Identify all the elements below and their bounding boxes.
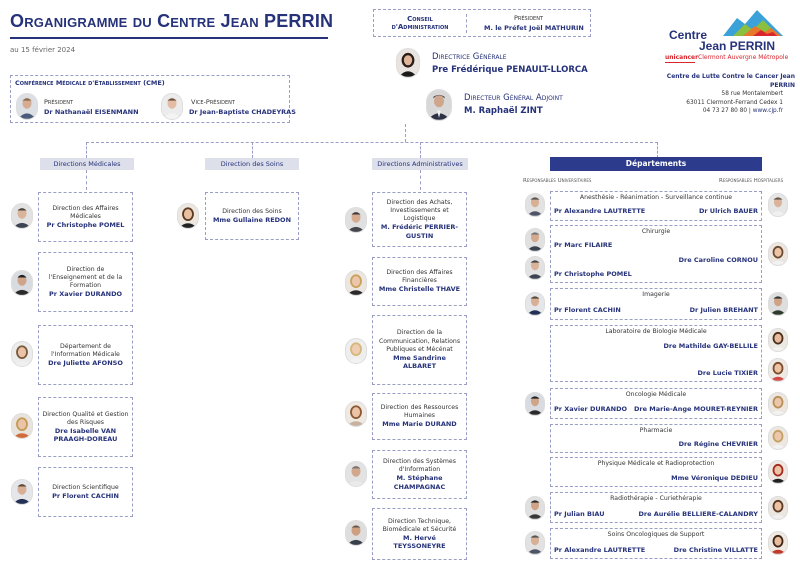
- card-medicale-5-label: Direction Scientifique: [52, 483, 119, 491]
- photo-dept-3-right: [768, 292, 788, 316]
- cme-vice-name: Dr Jean-Baptiste CHADEYRAS: [189, 108, 296, 116]
- dept-pharmacie-title: Pharmacie: [639, 427, 673, 434]
- card-medicale-4: [38, 397, 133, 457]
- dept-soins-support: [550, 528, 762, 559]
- conseil-box: [373, 9, 591, 37]
- address-street: 58 rue Montalembert: [721, 91, 783, 98]
- dept-laboratoire-right-2: Dre Lucie TIXIER: [697, 369, 758, 377]
- card-medicale-1-label: Direction des Affaires Médicales: [52, 204, 119, 220]
- cme-president-role: Président: [44, 98, 74, 106]
- dept-chirurgie-right-1: Dre Caroline CORNOU: [678, 256, 758, 264]
- card-admin-5-person: M. Stéphane CHAMPAGNAC: [393, 474, 446, 491]
- card-admin-5-label: Direction des Systèmes d'Information: [383, 458, 456, 474]
- dept-imagerie-title: Imagerie: [642, 291, 670, 298]
- col-head-departements: Départements: [550, 157, 762, 171]
- photo-directrice-generale: [396, 48, 420, 78]
- photo-dept-6-right: [768, 426, 788, 450]
- conseil-role: Président: [514, 14, 544, 22]
- dept-oncologie: [550, 388, 762, 419]
- address-block: Centre de Lutte Contre le Cancer Jean PERRIN 58 rue Montalembert 63011 Clermont-Ferrand Cedex 1 04 73 27 80 80 | www.cjp.fr: [640, 73, 795, 116]
- card-admin-3: [372, 315, 467, 385]
- card-admin-2: [372, 257, 467, 306]
- photo-admin-4: [345, 401, 367, 427]
- cme-title: Conférence Médicale d'Etablissement (CME): [15, 79, 165, 87]
- photo-dept-5-right: [768, 392, 788, 416]
- card-soins: [205, 192, 299, 240]
- dept-imagerie: [550, 288, 762, 320]
- dept-physique-title: Physique Médicale et Radioprotection: [597, 460, 715, 467]
- card-medicale-2-person: Pr Xavier DURANDO: [48, 289, 123, 298]
- card-medicale-3-label: Département de l'Information Médicale: [51, 342, 120, 358]
- dept-anesthesie-title: Anesthésie - Réanimation - Surveillance continue: [579, 194, 733, 201]
- connector-main-horizontal: [86, 142, 658, 143]
- cme-president-name: Dr Nathanaël EISENMANN: [44, 108, 139, 116]
- photo-medicale-3: [11, 341, 33, 367]
- photo-dept-1-right: [768, 193, 788, 217]
- card-admin-4-label: Direction des Ressources Humaines: [380, 404, 459, 420]
- connector-admin-spine: [420, 170, 421, 190]
- dept-oncologie-left-1: Pr Xavier DURANDO: [554, 405, 628, 413]
- dept-chirurgie: [550, 225, 762, 283]
- card-medicale-5: [38, 467, 133, 517]
- dept-pharmacie: [550, 424, 762, 453]
- directeur-adjoint-name: M. Raphaël ZINT: [464, 106, 543, 116]
- card-medicale-1: [38, 192, 133, 242]
- dept-oncologie-right-1: Dre Marie-Ange MOURET-REYNIER: [634, 405, 758, 413]
- dept-chirurgie-title: Chirurgie: [641, 228, 671, 235]
- card-soins-person: Mme Gullaine REDON: [212, 215, 292, 224]
- dept-anesthesie-left-1: Pr Alexandre LAUTRETTE: [554, 207, 646, 215]
- connector-main-vertical: [405, 124, 406, 142]
- dept-anesthesie-right-1: Dr Ulrich BAUER: [698, 207, 758, 215]
- card-admin-1-person: M. Frédéric PERRIER-GUSTIN: [380, 223, 459, 240]
- photo-dept-9-right: [768, 531, 788, 555]
- photo-admin-1: [345, 207, 367, 233]
- card-admin-4: [372, 393, 467, 440]
- photo-dept-4-right-2: [768, 358, 788, 382]
- dept-imagerie-left-1: Pr Florent CACHIN: [554, 306, 621, 314]
- card-medicale-3: [38, 325, 133, 385]
- page-date: au 15 février 2024: [10, 46, 76, 54]
- card-admin-6-person: M. Hervé TEYSSONEYRE: [393, 533, 446, 551]
- photo-admin-5: [345, 461, 367, 487]
- logo-tagline: Clermont Auvergne Métropole: [698, 54, 789, 61]
- dept-chirurgie-left-1: Pr Marc FILAIRE: [554, 241, 613, 249]
- photo-dept-5-left: [525, 392, 545, 416]
- dept-soins-support-title: Soins Oncologiques de Support: [607, 531, 705, 538]
- photo-dept-7-right: [768, 460, 788, 484]
- dept-pharmacie-right-1: Dre Régine CHEVRIER: [678, 440, 758, 448]
- address-web-link[interactable]: www.cjp.fr: [752, 108, 783, 115]
- connector-col3: [420, 142, 421, 158]
- card-medicale-2-label: Direction de l'Enseignement et de la Formation: [48, 265, 123, 289]
- logo-mountains-icon: [723, 10, 783, 36]
- connector-medicales-spine: [86, 170, 87, 190]
- directeur-adjoint-role: Directeur Général Adjoint: [464, 93, 563, 103]
- directrice-generale-role: Directrice Générale: [432, 52, 507, 62]
- photo-dept-1-left: [525, 193, 545, 217]
- card-medicale-1-person: Pr Christophe POMEL: [46, 220, 125, 229]
- dept-chirurgie-left-2: Pr Christophe POMEL: [554, 270, 632, 278]
- address-phone: 04 73 27 80 80: [702, 108, 748, 115]
- photo-cme-president: [16, 93, 38, 120]
- card-admin-2-person: Mme Christelle THAVE: [378, 285, 461, 294]
- dept-radiotherapie-right-1: Dre Aurélie BELLIERE-CALANDRY: [638, 510, 758, 518]
- photo-admin-2: [345, 270, 367, 296]
- page-title: Organigramme du Centre Jean PERRIN: [10, 11, 334, 31]
- title-rule: [10, 37, 328, 39]
- dept-oncologie-title: Oncologie Médicale: [625, 391, 687, 398]
- col-head-medicales: Directions Médicales: [40, 158, 134, 170]
- card-medicale-2: [38, 252, 133, 312]
- dept-imagerie-right-1: Dr Julien BREHANT: [689, 306, 758, 314]
- conseil-president-name: M. le Préfet Joël MATHURIN: [484, 24, 584, 32]
- dept-laboratoire-title: Laboratoire de Biologie Médicale: [605, 328, 707, 335]
- card-medicale-4-person: Dre Isabelle VAN PRAAGH-DOREAU: [53, 426, 118, 444]
- card-admin-6-label: Direction Technique, Biomédicale et Sécurité: [382, 517, 457, 533]
- photo-medicale-2: [11, 270, 33, 296]
- conseil-divider: [466, 14, 467, 33]
- logo-unicancer: unicancer: [665, 54, 699, 61]
- card-admin-6: [372, 508, 467, 560]
- logo-line2: Jean PERRIN: [699, 39, 776, 53]
- card-admin-3-person: Mme Sandrine ALBARET: [393, 353, 446, 371]
- dept-radiotherapie-left-1: Pr Julian BIAU: [554, 510, 605, 518]
- card-admin-4-person: Mme Marie DURAND: [382, 420, 457, 429]
- card-admin-1: [372, 192, 467, 247]
- card-admin-3-label: Direction de la Communication, Relations Publiques et Mécénat: [378, 329, 461, 353]
- address-name: Centre de Lutte Contre le Cancer Jean PERRIN: [666, 73, 795, 89]
- resp-hosp-label: Responsables Hospitaliers: [719, 178, 784, 184]
- cme-vice-role: Vice-Président: [191, 98, 235, 106]
- card-admin-1-label: Direction des Achats, Investissements et Logistique: [386, 198, 453, 223]
- photo-dept-3-left: [525, 292, 545, 316]
- card-admin-5: [372, 450, 467, 499]
- card-soins-label: Direction des Soins: [222, 207, 282, 215]
- connector-col2: [252, 142, 253, 158]
- dept-laboratoire-right-1: Dre Mathilde GAY-BELLILE: [663, 342, 758, 350]
- dept-physique-right-1: Mme Véronique DEDIEU: [671, 474, 758, 482]
- photo-dept-8-right: [768, 496, 788, 520]
- dept-physique: [550, 457, 762, 487]
- cme-box: [10, 75, 296, 123]
- logo-underline: [665, 62, 695, 63]
- photo-dept-2-left-2: [525, 256, 545, 280]
- photo-dept-9-left: [525, 531, 545, 555]
- photo-dept-2-left-1: [525, 228, 545, 252]
- photo-dept-2-right: [768, 242, 788, 266]
- card-medicale-3-person: Dre Juliette AFONSO: [48, 358, 123, 367]
- dept-soins-support-right-1: Dre Christine VILLATTE: [673, 546, 758, 554]
- card-medicale-4-label: Direction Qualité et Gestion des Risques: [42, 410, 129, 426]
- dept-laboratoire: [550, 325, 762, 382]
- photo-medicale-5: [11, 479, 33, 505]
- photo-directeur-adjoint: [426, 89, 452, 121]
- photo-medicale-1: [11, 203, 33, 229]
- dept-soins-support-left-1: Pr Alexandre LAUTRETTE: [554, 546, 646, 554]
- col-head-administratives: Directions Administratives: [372, 158, 468, 170]
- dept-anesthesie: [550, 191, 762, 221]
- photo-medicale-4: [11, 413, 33, 439]
- photo-cme-vice-president: [161, 93, 183, 120]
- card-medicale-5-person: Pr Florent CACHIN: [52, 491, 119, 500]
- photo-dept-8-left: [525, 496, 545, 520]
- resp-univ-label: Responsables Universitaires: [523, 178, 592, 184]
- connector-col4: [657, 142, 658, 158]
- col-head-soins: Direction des Soins: [205, 158, 299, 170]
- address-city: 63011 Clermont-Ferrand Cedex 1: [686, 99, 783, 106]
- directrice-generale-name: Pre Frédérique PENAULT-LLORCA: [432, 65, 588, 75]
- photo-admin-6: [345, 520, 367, 546]
- photo-soins: [177, 203, 199, 229]
- logo-line1: Centre: [669, 28, 708, 42]
- connector-col1: [86, 142, 87, 158]
- conseil-label: Conseil d'Administration: [391, 15, 449, 32]
- dept-radiotherapie: [550, 492, 762, 523]
- photo-admin-3: [345, 338, 367, 364]
- photo-dept-4-right-1: [768, 328, 788, 352]
- logo: [655, 10, 790, 72]
- card-admin-2-label: Direction des Affaires Financières: [386, 269, 453, 285]
- dept-radiotherapie-title: Radiothérapie - Curiethérapie: [610, 495, 702, 502]
